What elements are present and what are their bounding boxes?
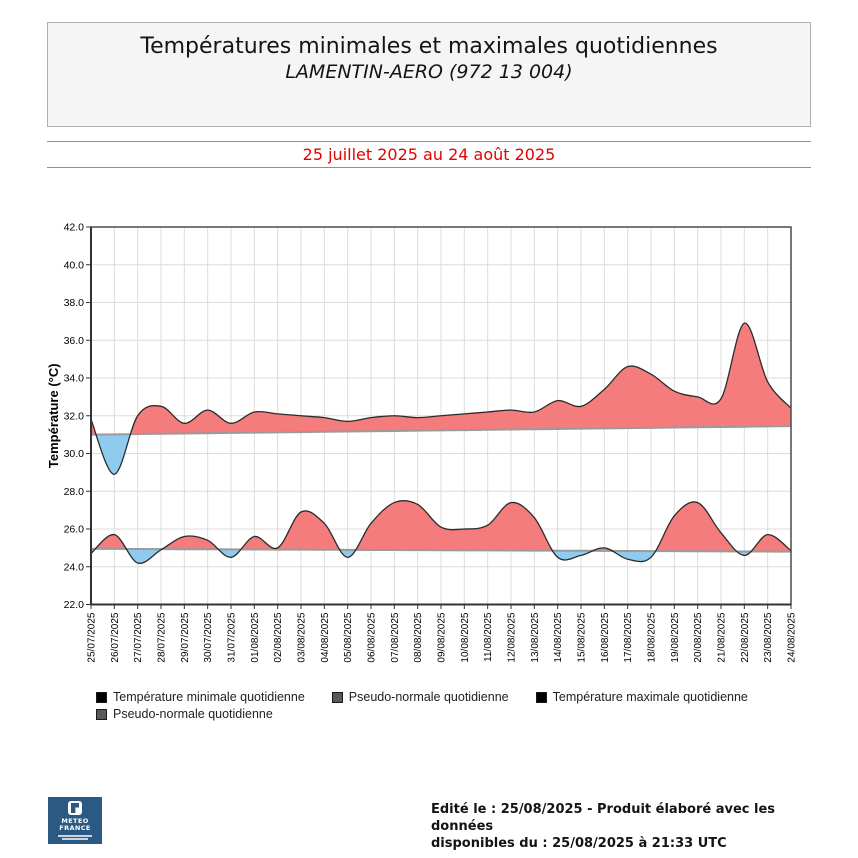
legend-item-tmax bbox=[536, 690, 748, 704]
x-tick-label: 18/08/2025 bbox=[646, 612, 658, 663]
y-tick-label: 22.0 bbox=[63, 599, 84, 611]
x-tick-label: 07/08/2025 bbox=[389, 612, 401, 663]
x-tick-label: 24/08/2025 bbox=[786, 612, 798, 663]
pseudo-normale-max-swatch-icon bbox=[96, 709, 107, 720]
station-name: LAMENTIN-AERO (972 13 004) bbox=[285, 61, 573, 83]
x-tick-label: 03/08/2025 bbox=[296, 612, 308, 663]
x-tick-label: 19/08/2025 bbox=[669, 612, 681, 663]
x-tick-label: 23/08/2025 bbox=[763, 612, 775, 663]
legend-label-pseudo-normale-min: Pseudo-normale quotidienne bbox=[348, 690, 509, 704]
edition-note-line-1: Edité le : 25/08/2025 - Produit élaboré avec les données bbox=[431, 802, 775, 834]
period-label: 25 juillet 2025 au 24 août 2025 bbox=[302, 145, 556, 164]
x-tick-label: 10/08/2025 bbox=[459, 612, 471, 663]
legend-label-tmax: Température maximale quotidienne bbox=[552, 690, 748, 704]
x-tick-label: 20/08/2025 bbox=[693, 612, 705, 663]
x-tick-label: 08/08/2025 bbox=[413, 612, 425, 663]
temperature-chart bbox=[0, 180, 858, 685]
logo-tagline bbox=[58, 835, 92, 840]
y-tick-label: 26.0 bbox=[63, 523, 84, 536]
x-tick-label: 26/07/2025 bbox=[109, 612, 121, 663]
report-header bbox=[47, 22, 811, 127]
legend-item-tmin bbox=[96, 690, 305, 704]
edition-note-line-2: disponibles du : 25/08/2025 à 21:33 UTC bbox=[431, 836, 727, 851]
y-tick-label: 32.0 bbox=[63, 410, 84, 423]
x-tick-label: 04/08/2025 bbox=[319, 612, 331, 663]
x-tick-label: 22/08/2025 bbox=[739, 612, 751, 663]
legend-row-2 bbox=[96, 707, 748, 721]
y-tick-label: 38.0 bbox=[63, 297, 84, 309]
x-tick-label: 02/08/2025 bbox=[273, 612, 285, 663]
x-tick-label: 27/07/2025 bbox=[133, 612, 145, 663]
x-tick-label: 13/08/2025 bbox=[529, 612, 541, 663]
logo-line-1: METEO bbox=[61, 817, 89, 825]
pseudo-normale-min-swatch-icon bbox=[332, 692, 343, 703]
legend-label-tmin: Température minimale quotidienne bbox=[113, 690, 305, 704]
x-tick-label: 21/08/2025 bbox=[716, 612, 728, 663]
legend-row-1 bbox=[96, 690, 748, 704]
meteo-france-glyph-icon bbox=[68, 801, 82, 815]
x-tick-label: 28/07/2025 bbox=[156, 612, 168, 663]
period-banner bbox=[47, 141, 811, 168]
page-title: Températures minimales et maximales quotidiennes bbox=[140, 34, 718, 59]
x-tick-label: 29/07/2025 bbox=[179, 612, 191, 663]
x-tick-label: 31/07/2025 bbox=[226, 612, 238, 663]
x-tick-label: 15/08/2025 bbox=[576, 612, 588, 663]
x-tick-label: 14/08/2025 bbox=[553, 612, 565, 663]
x-tick-label: 05/08/2025 bbox=[343, 612, 355, 663]
chart-legend bbox=[96, 690, 748, 724]
x-tick-label: 06/08/2025 bbox=[366, 612, 378, 663]
tmax-swatch-icon bbox=[536, 692, 547, 703]
x-tick-label: 25/07/2025 bbox=[86, 612, 98, 663]
meteo-france-logo bbox=[48, 797, 102, 844]
y-tick-label: 40.0 bbox=[63, 259, 84, 272]
x-tick-label: 01/08/2025 bbox=[249, 612, 261, 663]
logo-line-2: FRANCE bbox=[59, 824, 91, 832]
y-axis-title: Température (°C) bbox=[46, 363, 61, 469]
x-tick-label: 09/08/2025 bbox=[436, 612, 448, 663]
x-tick-label: 11/08/2025 bbox=[483, 612, 495, 662]
x-tick-label: 12/08/2025 bbox=[506, 612, 518, 663]
y-tick-label: 30.0 bbox=[63, 448, 84, 460]
y-tick-label: 24.0 bbox=[63, 561, 84, 574]
x-tick-label: 17/08/2025 bbox=[623, 612, 635, 663]
edition-note bbox=[431, 801, 821, 852]
legend-item-pseudo-normale-min bbox=[332, 690, 509, 704]
x-tick-label: 30/07/2025 bbox=[203, 612, 215, 663]
tmin-swatch-icon bbox=[96, 692, 107, 703]
y-tick-label: 36.0 bbox=[63, 334, 84, 347]
y-tick-label: 34.0 bbox=[63, 372, 84, 385]
y-tick-label: 42.0 bbox=[63, 221, 84, 234]
legend-item-pseudo-normale-max bbox=[96, 707, 273, 721]
x-tick-label: 16/08/2025 bbox=[599, 612, 611, 663]
y-tick-label: 28.0 bbox=[63, 485, 84, 498]
legend-label-pseudo-normale-max: Pseudo-normale quotidienne bbox=[113, 707, 273, 721]
